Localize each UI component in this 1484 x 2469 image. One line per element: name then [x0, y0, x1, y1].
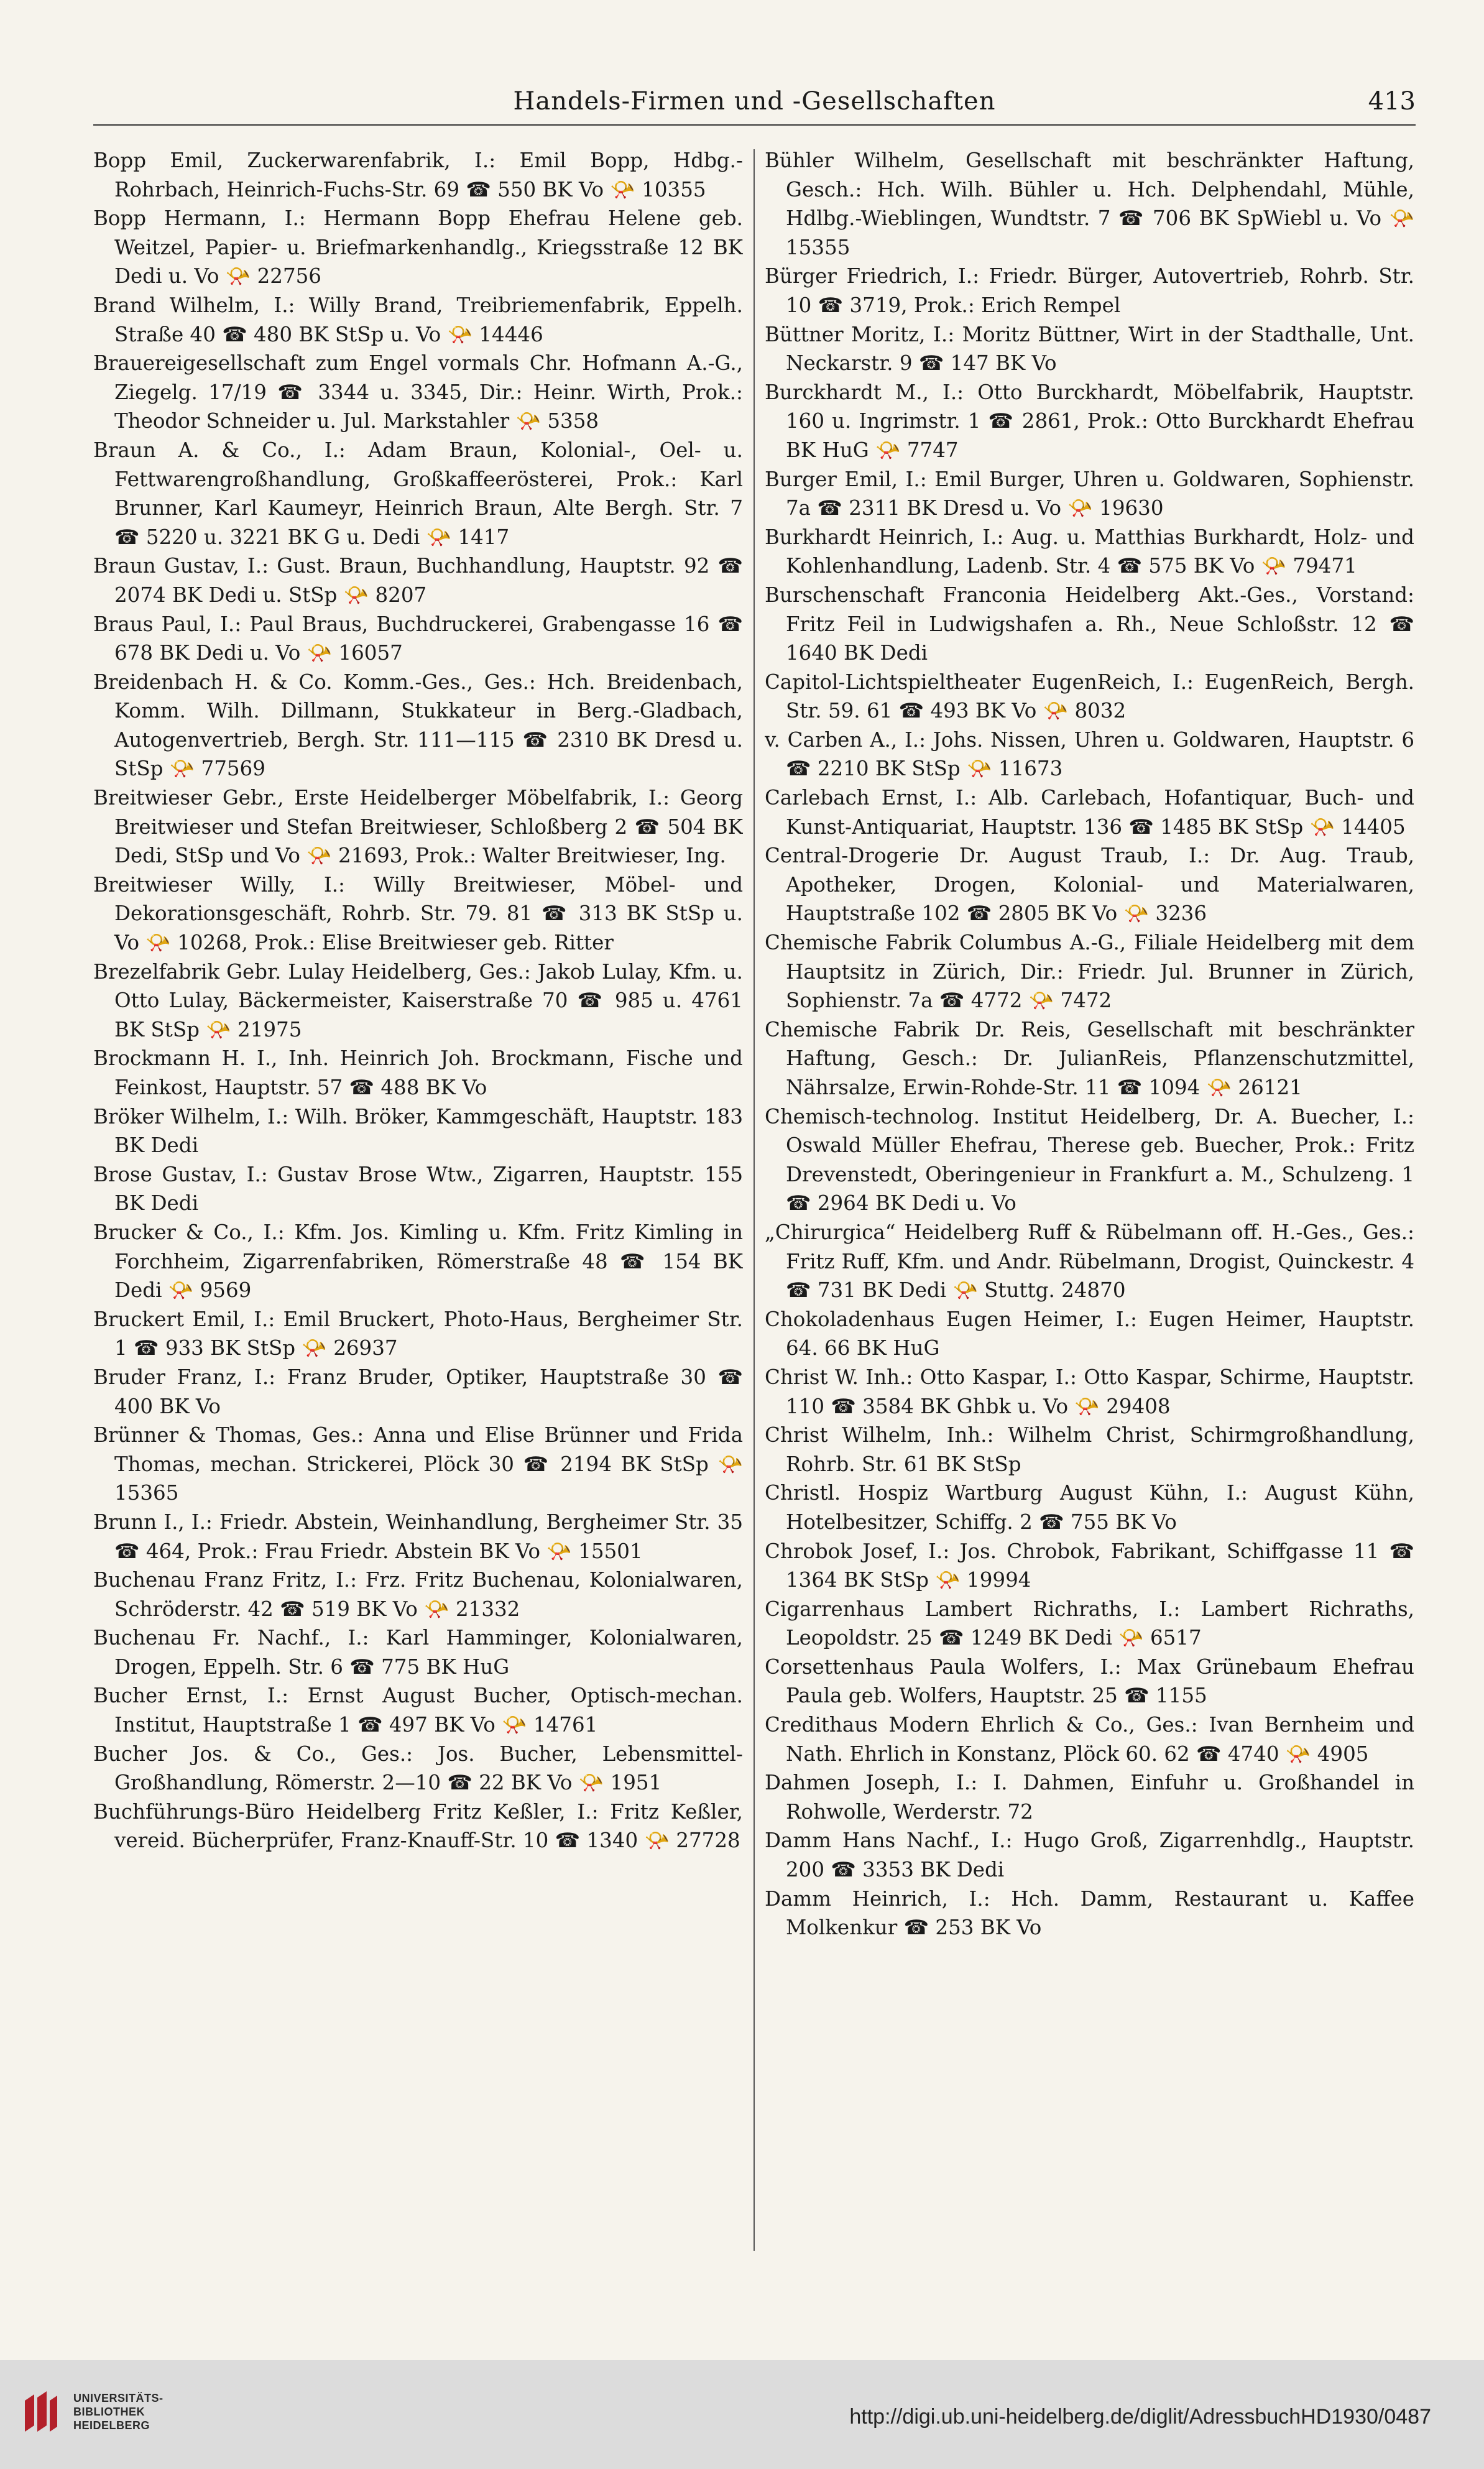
- directory-entry: Brose Gustav, I.: Gustav Brose Wtw., Zigarren, Hauptstr. 155 BK Dedi: [93, 1162, 743, 1216]
- directory-entry: Bürger Friedrich, I.: Friedr. Bürger, Autovertrieb, Rohrb. Str. 10 ☎ 3719, Prok.: Erich Rempel: [765, 264, 1414, 317]
- page-number: 413: [1368, 87, 1416, 116]
- directory-entry: Cigarrenhaus Lambert Richraths, I.: Lambert Richraths, Leopoldstr. 25 ☎ 1249 BK Dedi 📯 6517: [765, 1597, 1414, 1650]
- directory-entry: Brünner & Thomas, Ges.: Anna und Elise Brünner und Frida Thomas, mechan. Strickerei, Plöck 30 ☎ 2194 BK StSp 📯 15365: [93, 1423, 743, 1505]
- directory-entry: Buchenau Franz Fritz, I.: Frz. Fritz Buchenau, Kolonialwaren, Schröderstr. 42 ☎ 519 BK Vo 📯 21332: [93, 1568, 743, 1621]
- directory-entry: Bruder Franz, I.: Franz Bruder, Optiker, Hauptstraße 30 ☎ 400 BK Vo: [93, 1365, 743, 1418]
- directory-entry: Damm Hans Nachf., I.: Hugo Groß, Zigarrenhdlg., Hauptstr. 200 ☎ 3353 BK Dedi: [765, 1829, 1414, 1882]
- directory-entry: Bühler Wilhelm, Gesellschaft mit beschränkter Haftung, Gesch.: Hch. Wilh. Bühler u. Hch. Delphendahl, Mühle, Hdlbg.-Wieblingen, Wundtstr. 7 ☎ 706 BK SpWiebl u. Vo 📯 15355: [765, 149, 1414, 259]
- directory-entry: Burckhardt M., I.: Otto Burckhardt, Möbelfabrik, Hauptstr. 160 u. Ingrimstr. 1 ☎ 2861, Prok.: Otto Burckhardt Ehefrau BK HuG 📯 7747: [765, 380, 1414, 462]
- directory-entry: Burkhardt Heinrich, I.: Aug. u. Matthias Burkhardt, Holz- und Kohlenhandlung, Ladenb. Str. 4 ☎ 575 BK Vo 📯 79471: [765, 525, 1414, 578]
- directory-entry: Bröker Wilhelm, I.: Wilh. Bröker, Kammgeschäft, Hauptstr. 183 BK Dedi: [93, 1104, 743, 1158]
- library-logo-icon: [19, 2388, 62, 2438]
- directory-entry: Chemisch-technolog. Institut Heidelberg, Dr. A. Buecher, I.: Oswald Müller Ehefrau, Therese geb. Buecher, Prok.: Fritz Drevenstedt, Oberingenieur in Frankfurt a. M., Schulzeng. 1 ☎ 2964 BK Dedi u. Vo: [765, 1104, 1414, 1216]
- library-name: [73, 2391, 164, 2432]
- directory-entry: Buchenau Fr. Nachf., I.: Karl Hamminger, Kolonialwaren, Drogen, Eppelh. Str. 6 ☎ 775 BK HuG: [93, 1626, 743, 1679]
- column-divider: [754, 149, 755, 2251]
- page-title: Handels-Firmen und -Gesellschaften: [513, 87, 996, 116]
- directory-entry: Bucher Jos. & Co., Ges.: Jos. Bucher, Lebensmittel-Großhandlung, Römerstr. 2—10 ☎ 22 BK Vo 📯 1951: [93, 1742, 743, 1795]
- right-column: [765, 146, 1414, 2254]
- directory-entry: Burger Emil, I.: Emil Burger, Uhren u. Goldwaren, Sophienstr. 7a ☎ 2311 BK Dresd u. Vo 📯 19630: [765, 467, 1414, 520]
- directory-entry: Brand Wilhelm, I.: Willy Brand, Treibriemenfabrik, Eppelh. Straße 40 ☎ 480 BK StSp u. Vo 📯 14446: [93, 293, 743, 346]
- directory-entry: Braun Gustav, I.: Gust. Braun, Buchhandlung, Hauptstr. 92 ☎ 2074 BK Dedi u. StSp 📯 8207: [93, 554, 743, 607]
- source-url-link[interactable]: http://digi.ub.uni-heidelberg.de/diglit/AdressbuchHD1930/0487: [849, 2405, 1431, 2429]
- directory-entry: Breidenbach H. & Co. Komm.-Ges., Ges.: Hch. Breidenbach, Komm. Wilh. Dillmann, Stukkateur in Berg.-Gladbach, Autogenvertrieb, Bergh. Str. 111—115 ☎ 2310 BK Dresd u. StSp 📯 77569: [93, 670, 743, 781]
- directory-entry: Christ Wilhelm, Inh.: Wilhelm Christ, Schirmgroßhandlung, Rohrb. Str. 61 BK StSp: [765, 1423, 1414, 1476]
- directory-entry: „Chirurgica“ Heidelberg Ruff & Rübelmann off. H.-Ges., Ges.: Fritz Ruff, Kfm. und Andr. Rübelmann, Drogist, Quinckestr. 4 ☎ 731 BK Dedi 📯 Stuttg. 24870: [765, 1220, 1414, 1303]
- library-name-line: HEIDELBERG: [73, 2419, 150, 2432]
- directory-entry: Burschenschaft Franconia Heidelberg Akt.-Ges., Vorstand: Fritz Feil in Ludwigshafen a. Rh., Neue Schloßstr. 12 ☎ 1640 BK Dedi: [765, 583, 1414, 665]
- directory-entry: Bruckert Emil, I.: Emil Bruckert, Photo-Haus, Bergheimer Str. 1 ☎ 933 BK StSp 📯 26937: [93, 1307, 743, 1360]
- library-name-line: UNIVERSITÄTS-: [73, 2392, 164, 2404]
- directory-entry: Breitwieser Gebr., Erste Heidelberger Möbelfabrik, I.: Georg Breitwieser und Stefan Breitwieser, Schloßberg 2 ☎ 504 BK Dedi, StSp und Vo 📯 21693, Prok.: Walter Breitwieser, Ing.: [93, 786, 743, 868]
- directory-entry: Brucker & Co., I.: Kfm. Jos. Kimling u. Kfm. Fritz Kimling in Forchheim, Zigarrenfabriken, Römerstraße 48 ☎ 154 BK Dedi 📯 9569: [93, 1220, 743, 1303]
- directory-entry: Damm Heinrich, I.: Hch. Damm, Restaurant u. Kaffee Molkenkur ☎ 253 BK Vo: [765, 1886, 1414, 1940]
- directory-entry: Christ W. Inh.: Otto Kaspar, I.: Otto Kaspar, Schirme, Hauptstr. 110 ☎ 3584 BK Ghbk u. Vo 📯 29408: [765, 1365, 1414, 1418]
- directory-entry: Brauereigesellschaft zum Engel vormals Chr. Hofmann A.-G., Ziegelg. 17/19 ☎ 3344 u. 3345, Dir.: Heinr. Wirth, Prok.: Theodor Schneider u. Jul. Markstahler 📯 5358: [93, 351, 743, 433]
- library-name-line: BIBLIOTHEK: [73, 2406, 145, 2418]
- directory-entry: Credithaus Modern Ehrlich & Co., Ges.: Ivan Bernheim und Nath. Ehrlich in Konstanz, Plöck 60. 62 ☎ 4740 📯 4905: [765, 1713, 1414, 1766]
- directory-entry: Bucher Ernst, I.: Ernst August Bucher, Optisch-mechan. Institut, Hauptstraße 1 ☎ 497 BK Vo 📯 14761: [93, 1684, 743, 1737]
- directory-entry: Central-Drogerie Dr. August Traub, I.: Dr. Aug. Traub, Apotheker, Drogen, Kolonial- und Materialwaren, Hauptstraße 102 ☎ 2805 BK Vo 📯 3236: [765, 844, 1414, 926]
- directory-entry: Breitwieser Willy, I.: Willy Breitwieser, Möbel- und Dekorationsgeschäft, Rohrb. Str. 79. 81 ☎ 313 BK StSp u. Vo 📯 10268, Prok.: Elise Breitwieser geb. Ritter: [93, 872, 743, 955]
- directory-entry: Chrobok Josef, I.: Jos. Chrobok, Fabrikant, Schiffgasse 11 ☎ 1364 BK StSp 📯 19994: [765, 1539, 1414, 1592]
- directory-entry: Corsettenhaus Paula Wolfers, I.: Max Grünebaum Ehefrau Paula geb. Wolfers, Hauptstr. 25 ☎ 1155: [765, 1654, 1414, 1708]
- directory-entry: v. Carben A., I.: Johs. Nissen, Uhren u. Goldwaren, Hauptstr. 6 ☎ 2210 BK StSp 📯 11673: [765, 727, 1414, 781]
- directory-entry: Brunn I., I.: Friedr. Abstein, Weinhandlung, Bergheimer Str. 35 ☎ 464, Prok.: Frau Friedr. Abstein BK Vo 📯 15501: [93, 1510, 743, 1563]
- directory-entry: Chemische Fabrik Dr. Reis, Gesellschaft mit beschränkter Haftung, Gesch.: Dr. JulianReis, Pflanzenschutzmittel, Nährsalze, Erwin-Rohde-Str. 11 ☎ 1094 📯 26121: [765, 1017, 1414, 1099]
- directory-entry: Buchführungs-Büro Heidelberg Fritz Keßler, I.: Fritz Keßler, vereid. Bücherprüfer, Franz-Knauff-Str. 10 ☎ 1340 📯 27728: [93, 1799, 743, 1853]
- directory-entry: Christl. Hospiz Wartburg August Kühn, I.: August Kühn, Hotelbesitzer, Schiffg. 2 ☎ 755 BK Vo: [765, 1481, 1414, 1534]
- left-column: [93, 146, 743, 2254]
- directory-entry: Büttner Moritz, I.: Moritz Büttner, Wirt in der Stadthalle, Unt. Neckarstr. 9 ☎ 147 BK Vo: [765, 322, 1414, 376]
- directory-entry: Bopp Hermann, I.: Hermann Bopp Ehefrau Helene geb. Weitzel, Papier- u. Briefmarkenhandlg., Kriegsstraße 12 BK Dedi u. Vo 📯 22756: [93, 206, 743, 288]
- directory-entry: Braus Paul, I.: Paul Braus, Buchdruckerei, Grabengasse 16 ☎ 678 BK Dedi u. Vo 📯 16057: [93, 612, 743, 665]
- directory-entry: Brockmann H. I., Inh. Heinrich Joh. Brockmann, Fische und Feinkost, Hauptstr. 57 ☎ 488 BK Vo: [93, 1046, 743, 1099]
- directory-entry: Chemische Fabrik Columbus A.-G., Filiale Heidelberg mit dem Hauptsitz in Zürich, Dir.: Friedr. Jul. Brunner in Zürich, Sophienstr. 7a ☎ 4772 📯 7472: [765, 931, 1414, 1013]
- footer-bar: [0, 2360, 1484, 2469]
- directory-entry: Bopp Emil, Zuckerwarenfabrik, I.: Emil Bopp, Hdbg.-Rohrbach, Heinrich-Fuchs-Str. 69 ☎ 550 BK Vo 📯 10355: [93, 149, 743, 201]
- directory-entry: Carlebach Ernst, I.: Alb. Carlebach, Hofantiquar, Buch- und Kunst-Antiquariat, Hauptstr. 136 ☎ 1485 BK StSp 📯 14405: [765, 786, 1414, 839]
- directory-entry: Capitol-Lichtspieltheater EugenReich, I.: EugenReich, Bergh. Str. 59. 61 ☎ 493 BK Vo 📯 8032: [765, 670, 1414, 723]
- directory-entry: Braun A. & Co., I.: Adam Braun, Kolonial-, Oel- u. Fettwarengroßhandlung, Großkaffeerösterei, Prok.: Karl Brunner, Karl Kaumeyr, Heinrich Braun, Alte Bergh. Str. 7 ☎ 5220 u. 3221 BK G u. Dedi 📯 1417: [93, 438, 743, 549]
- page-header: [93, 87, 1416, 126]
- directory-entry: Brezelfabrik Gebr. Lulay Heidelberg, Ges.: Jakob Lulay, Kfm. u. Otto Lulay, Bäckermeister, Kaiserstraße 70 ☎ 985 u. 4761 BK StSp 📯 21975: [93, 959, 743, 1041]
- directory-entry: Chokoladenhaus Eugen Heimer, I.: Eugen Heimer, Hauptstr. 64. 66 BK HuG: [765, 1307, 1414, 1360]
- directory-entry: Dahmen Joseph, I.: I. Dahmen, Einfuhr u. Großhandel in Rohwolle, Werderstr. 72: [765, 1771, 1414, 1824]
